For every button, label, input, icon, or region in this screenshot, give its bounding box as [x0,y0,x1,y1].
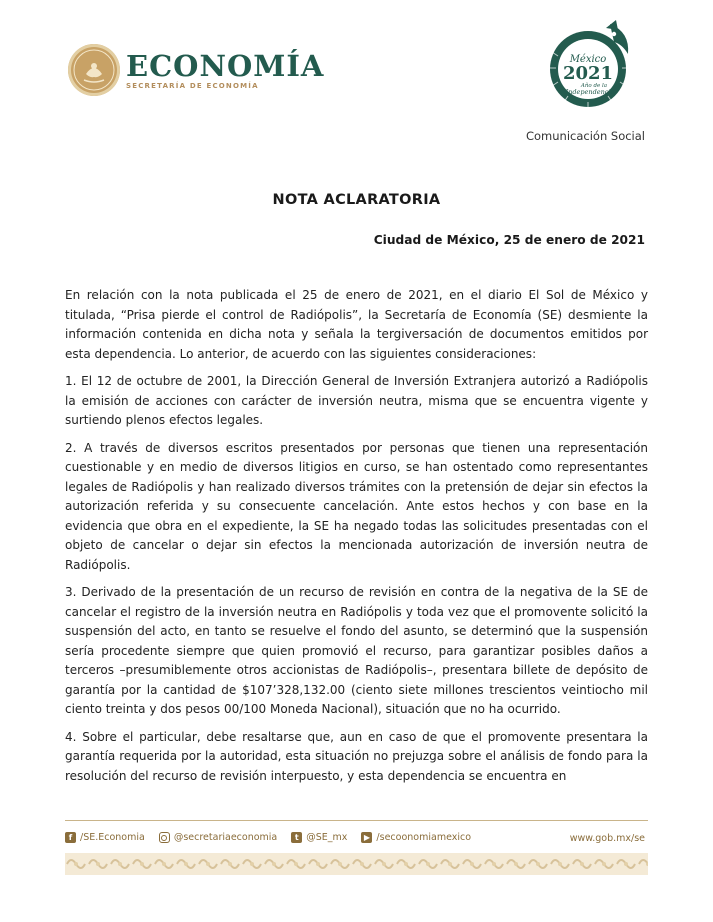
paragraph-4: 4. Sobre el particular, debe resaltarse que, aun en caso de que el promovente presentara la garantía requerida por la autoridad, esta situación no prejuzga sobre el análisis de fondo para la resolución del recurso de revisión interpuesto, y esta dependencia se encuentra en [65,729,648,783]
department-label: Comunicación Social [525,129,645,143]
decorative-pattern [65,853,648,875]
instagram-label: @secretariaeconomia [173,832,278,843]
paragraph-1: 1. El 12 de octubre de 2001, la Dirección General de Inversión Extranjera autorizó a Radiópolis la emisión de acciones con carácter de inversión neutra, misma que se encuentra vigente y surtiendo plenos efectos legales. [65,374,648,427]
footer-divider [65,820,648,821]
year-logo-year: 2021 [562,63,614,84]
document-title: NOTA ACLARATORIA [272,192,441,208]
twitter-label: @SE_mx [306,832,348,843]
instagram-link[interactable] [159,832,277,843]
paragraph-2: 2. A través de diversos escritos presentados por personas que tienen una representación cuestionable y en medio de diversos litigios en curso, se han ostentado como representantes legales de Radiópolis y han realizado diversos trámites con la pretensión de dejar sin efectos la autorización referida y su consecuente cancelación. Ante estos hechos y con base en la evidencia que obra en el expediente, la SE ha negado todas las solicitudes presentadas con el objeto de cancelar o dejar sin efectos la mencionada autorización de inversión neutra de Radiópolis. [65,440,648,572]
year-logo-line3: Año de la [580,83,608,89]
facebook-label: /SE.Economia [80,832,145,843]
website-link[interactable]: www.gob.mx/se [569,833,645,844]
paragraph-3: 3. Derivado de la presentación de un recurso de revisión en contra de la negativa de la SE de cancelar el registro de la inversión neutra en Radiópolis y toda vez que el promovente solicitó la suspensión del acto, en tanto se resuelve el fondo del asunto, se determinó que la suspensión sería procedente siempre que quien promovió el recurso, para garantizar posibles daños a terceros –presumiblemente otros accionistas de Radiópolis–, presentara billete de depósito de garantía por la cantidad de $107’328,132.00 (ciento siete millones trescientos veintiocho mil ciento treinta y dos pesos 00/100 Moneda Nacional), situación que no ha ocurrido. [65,585,648,716]
youtube-label: /secoonomiamexico [376,832,472,843]
youtube-link[interactable] [361,832,471,843]
facebook-link[interactable] [65,832,145,843]
instagram-icon [159,832,170,843]
year-logo-line4: Independencia [565,88,615,96]
year-logo-line1: México [569,54,607,65]
paragraph-intro: En relación con la nota publicada el 25 de enero de 2021, en el diario El Sol de México y titulada, “Prisa pierde el control de Radiópolis”, la Secretaría de Economía (SE) desmiente la información contenida en dicha nota y señala la tergiversación de documentos emitidos por esta dependencia. Lo anterior, de acuerdo con las siguientes consideraciones: [65,288,648,361]
economia-logo [68,44,324,96]
brand-subtitle: SECRETARÍA DE ECONOMÍA [126,81,259,90]
brand-name: ECONOMÍA [126,48,325,83]
youtube-icon: ▶ [361,832,372,843]
twitter-icon: t [291,832,302,843]
social-links [65,832,485,843]
mexico-seal-icon [68,44,120,96]
mexico-2021-logo [548,14,634,114]
date-line: Ciudad de México, 25 de enero de 2021 [373,233,645,247]
document-body [65,286,648,794]
twitter-link[interactable] [291,832,347,843]
facebook-icon: f [65,832,76,843]
